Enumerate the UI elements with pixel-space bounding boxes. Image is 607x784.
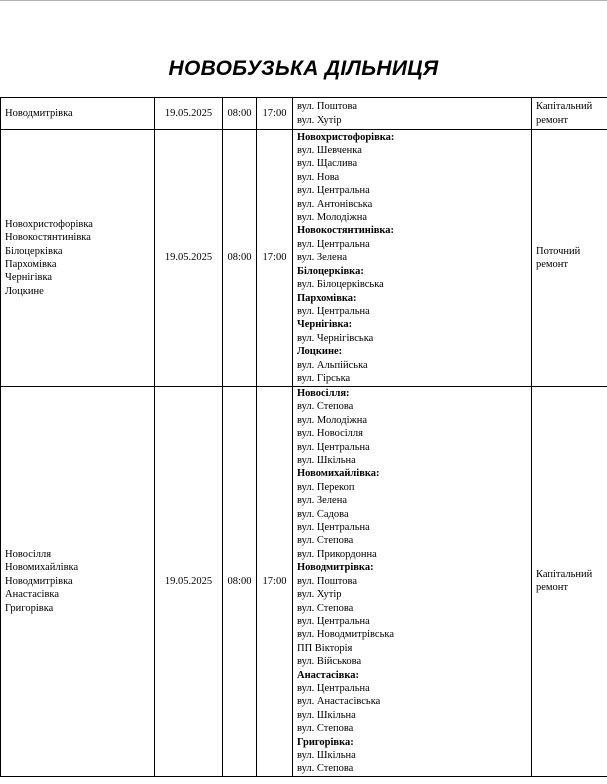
date-cell: 19.05.2025 <box>155 98 223 130</box>
cell-line: Новомихайлівка <box>5 562 79 574</box>
table-row <box>1 98 607 130</box>
street-item: вул. Центральна <box>297 615 370 627</box>
street-item: вул. Поштова <box>297 101 357 113</box>
street-item: вул. Шкільна <box>297 749 356 761</box>
village-heading: Білоцерківка: <box>297 265 364 277</box>
street-item: вул. Молодіжна <box>297 212 368 224</box>
cell-line: Чернігівка <box>5 272 53 284</box>
villages-cell <box>1 387 155 777</box>
street-item: вул. Чернігівська <box>297 332 374 344</box>
street-item: вул. Щаслива <box>297 158 358 170</box>
end-time-cell: 17:00 <box>257 98 293 130</box>
village-heading: Новокостянтинівка: <box>297 225 395 237</box>
street-item: вул. Степова <box>297 763 354 775</box>
street-item: вул. Білоцерківська <box>297 279 384 291</box>
village-heading: Новодмитрівка: <box>297 562 374 574</box>
village-heading: Новомихайлівка: <box>297 468 380 480</box>
table-row <box>1 387 607 777</box>
street-item: вул. Новосілля <box>297 428 363 440</box>
street-item: вул. Антонівська <box>297 198 373 210</box>
cell-line: Анастасівка <box>5 589 60 601</box>
streets-cell <box>293 98 532 130</box>
village-heading: Григорівка: <box>297 736 354 748</box>
street-item: вул. Гірська <box>297 372 351 384</box>
street-item: вул. Хутір <box>297 589 342 601</box>
village-heading: Анастасівка: <box>297 669 359 681</box>
street-item: вул. Анастасівська <box>297 696 381 708</box>
street-item: вул. Новодмитрівська <box>297 629 394 641</box>
street-item: вул. Садова <box>297 508 349 520</box>
cell-line: ремонт <box>536 114 569 126</box>
cell-line: ремонт <box>536 582 569 594</box>
village-heading: Чернігівка: <box>297 319 353 331</box>
cell-line: Капітальний <box>536 568 593 580</box>
street-item: вул. Перекоп <box>297 481 355 493</box>
villages-cell <box>1 130 155 387</box>
street-item: вул. Хутір <box>297 114 342 126</box>
street-item: вул. Зелена <box>297 252 347 264</box>
street-item: вул. Поштова <box>297 575 357 587</box>
cell-line: Новокостянтинівка <box>5 232 91 244</box>
page-title: НОВОБУЗЬКА ДІЛЬНИЦЯ <box>168 57 439 80</box>
street-item: вул. Військова <box>297 656 362 668</box>
village-heading: Новохристофорівка: <box>297 131 395 143</box>
date-cell: 19.05.2025 <box>155 130 223 387</box>
street-item: ПП Вікторія <box>297 642 353 654</box>
date-cell: 19.05.2025 <box>155 387 223 777</box>
street-item: вул. Шевченка <box>297 145 362 157</box>
streets-cell <box>293 387 532 777</box>
villages-cell <box>1 98 155 130</box>
start-time-cell: 08:00 <box>223 387 257 777</box>
cell-line: Новосілля <box>5 548 52 560</box>
street-item: вул. Шкільна <box>297 455 356 467</box>
street-item: вул. Шкільна <box>297 709 356 721</box>
street-item: вул. Молодіжна <box>297 414 368 426</box>
start-time-cell: 08:00 <box>223 98 257 130</box>
cell-line: Пархомівка <box>5 259 57 270</box>
village-heading: Лоцкине: <box>297 346 343 358</box>
work-type-cell <box>532 98 607 130</box>
street-item: вул. Центральна <box>297 185 370 197</box>
village-heading: Новосілля: <box>297 388 350 399</box>
street-item: вул. Альпійська <box>297 359 368 371</box>
end-time-cell: 17:00 <box>257 387 293 777</box>
street-item: вул. Степова <box>297 535 354 547</box>
table-row <box>1 130 607 387</box>
end-time-cell: 17:00 <box>257 130 293 387</box>
cell-line: Поточний <box>536 245 581 257</box>
cell-line: Новодмитрівка <box>5 575 73 587</box>
cell-line: Білоцерківка <box>5 245 63 257</box>
street-item: вул. Степова <box>297 602 354 614</box>
work-type-cell <box>532 130 607 387</box>
street-item: вул. Центральна <box>297 238 370 250</box>
street-item: вул. Центральна <box>297 441 370 453</box>
cell-line: Лоцкине <box>5 285 44 297</box>
street-item: вул. Центральна <box>297 305 370 317</box>
street-item: вул. Зелена <box>297 495 347 507</box>
top-border-line <box>0 0 607 1</box>
outage-schedule-table <box>0 97 607 777</box>
street-item: вул. Степова <box>297 723 354 735</box>
street-item: вул. Степова <box>297 401 354 413</box>
street-item: вул. Нова <box>297 171 340 183</box>
cell-line: Капітальний <box>536 101 593 113</box>
cell-line: Новохристофорівка <box>5 218 93 230</box>
village-heading: Пархомівка: <box>297 292 357 304</box>
street-item: вул. Центральна <box>297 522 370 534</box>
street-item: вул. Прикордонна <box>297 548 377 560</box>
work-type-cell <box>532 387 607 777</box>
start-time-cell: 08:00 <box>223 130 257 387</box>
cell-line: Григорівка <box>5 602 54 614</box>
cell-line: Новодмитрівка <box>5 107 73 119</box>
streets-cell <box>293 130 532 387</box>
street-item: вул. Центральна <box>297 682 370 694</box>
cell-line: ремонт <box>536 259 569 270</box>
